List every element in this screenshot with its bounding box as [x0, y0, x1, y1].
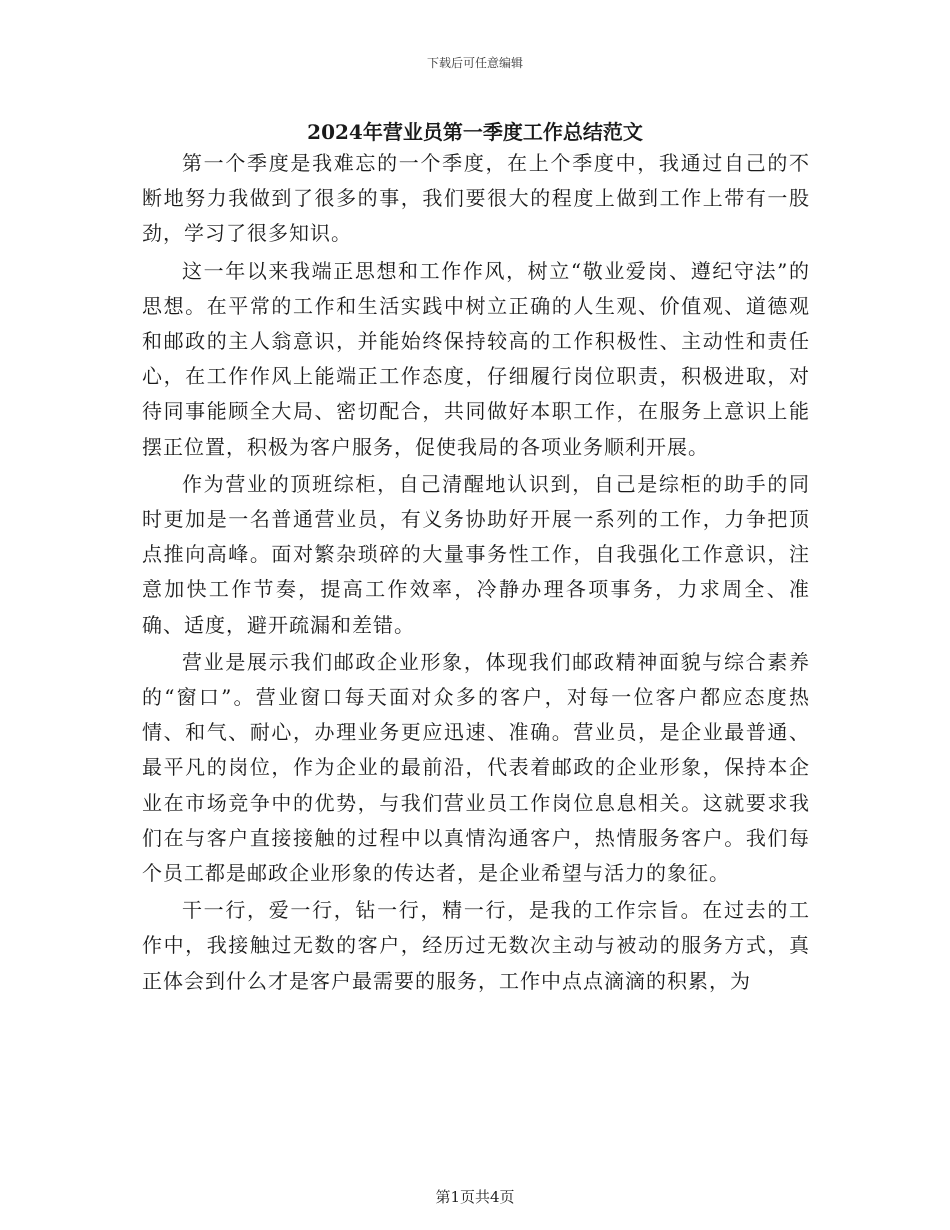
- page-header: 下载后可任意编辑: [426, 56, 523, 70]
- paragraph: 这一年以来我端正思想和工作作风，树立“敬业爱岗、遵纪守法”的思想。在平常的工作和生活实践中树立正确的人生观、价值观、道德观和邮政的主人翁意识，并能始终保持较高的工作积极性、主动性和责任心，在工作作风上能端正工作态度，仔细履行岗位职责，积极进取，对待同事能顾全大局、密切配合，共同做好本职工作，在服务上意识上能摆正位置，积极为客户服务，促使我局的各项业务顺利开展。: [142, 258, 810, 459]
- paragraph: 干一行，爱一行，钻一行，精一行，是我的工作宗旨。在过去的工作中，我接触过无数的客户，经历过无数次主动与被动的服务方式，真正体会到什么才是客户最需要的服务，工作中点点滴滴的积累，为: [142, 898, 810, 993]
- document-body: [142, 146, 810, 1001]
- document-title: 2024年营业员第一季度工作总结范文: [307, 120, 643, 144]
- page-footer: 第1页共4页: [435, 1188, 515, 1206]
- paragraph: 第一个季度是我难忘的一个季度，在上个季度中，我通过自己的不断地努力我做到了很多的事，我们要很大的程度上做到工作上带有一股劲，学习了很多知识。: [142, 151, 810, 246]
- paragraph: 作为营业的顶班综柜，自己清醒地认识到，自己是综柜的助手的同时更加是一名普通营业员，有义务协助好开展一系列的工作，力争把顶点推向高峰。面对繁杂琐碎的大量事务性工作，自我强化工作意识，注意加快工作节奏，提高工作效率，冷静办理各项事务，力求周全、准确、适度，避开疏漏和差错。: [142, 471, 810, 637]
- paragraph: 营业是展示我们邮政企业形象，体现我们邮政精神面貌与综合素养的“窗口”。营业窗口每天面对众多的客户，对每一位客户都应态度热情、和气、耐心，办理业务更应迅速、准确。营业员，是企业最普通、最平凡的岗位，作为企业的最前沿，代表着邮政的企业形象，保持本企业在市场竞争中的优势，与我们营业员工作岗位息息相关。这就要求我们在与客户直接接触的过程中以真情沟通客户，热情服务客户。我们每个员工都是邮政企业形象的传达者，是企业希望与活力的象征。: [142, 649, 810, 886]
